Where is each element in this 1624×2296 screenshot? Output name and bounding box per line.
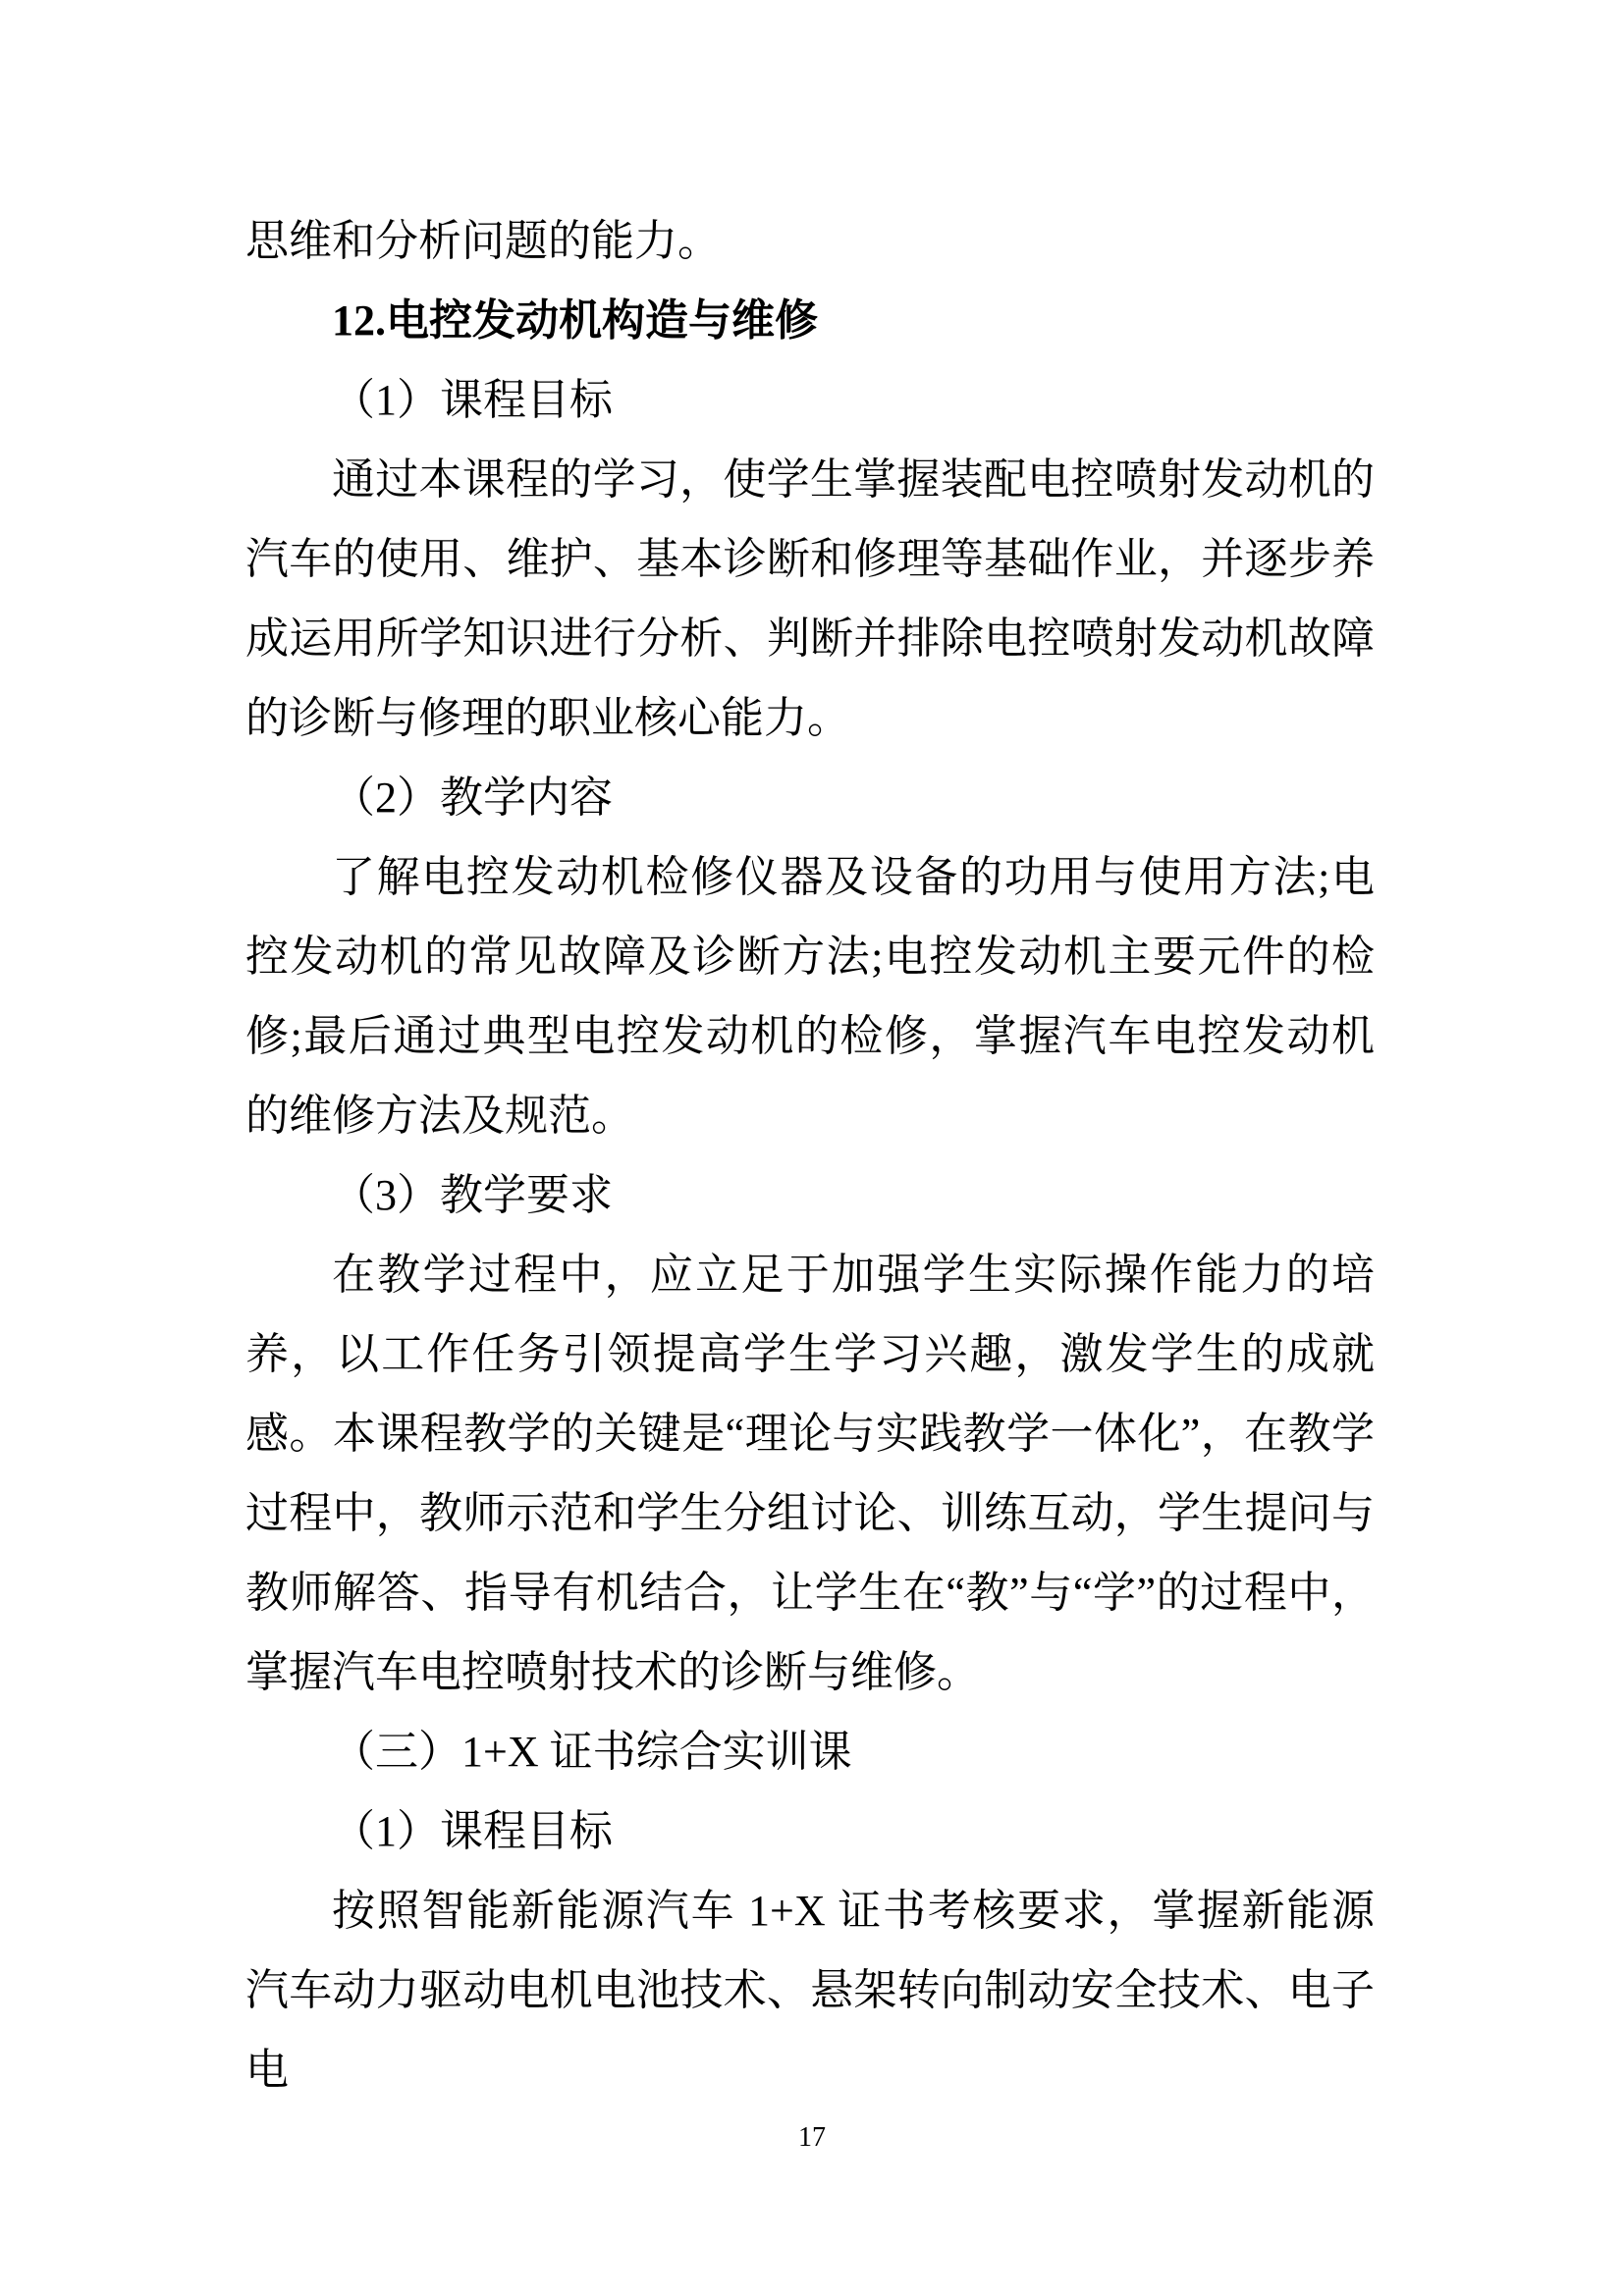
subheading-teaching-content: （2）教学内容 xyxy=(332,774,613,822)
section-heading-12-engine-course: 12.电控发动机构造与维修 xyxy=(332,296,818,345)
paragraph-teaching-content: 了解电控发动机检修仪器及设备的功用与使用方法;电控发动机的常见故障及诊断方法;电控发动机主要元件的检修;最后通过典型电控发动机的检修，掌握汽车电控发动机的维修方法及规范。 xyxy=(245,853,1375,1140)
paragraph-certificate-objective: 按照智能新能源汽车 1+X 证书考核要求，掌握新能源汽车动力驱动电机电池技术、悬架转向制动安全技术、电子电 xyxy=(245,1887,1375,2094)
subheading-1x-certificate-course: （三）1+X 证书综合实训课 xyxy=(332,1728,852,1776)
subheading-teaching-requirements: （3）教学要求 xyxy=(332,1171,613,1219)
paragraph-teaching-requirements: 在教学过程中，应立足于加强学生实际操作能力的培养，以工作任务引领提高学生学习兴趣，激发学生的成就感。本课程教学的关键是“理论与实践教学一体化”，在教学过程中，教师示范和学生分组讨论、训练互动，学生提问与教师解答、指导有机结合，让学生在“教”与“学”的过程中，掌握汽车电控喷射技术的诊断与维修。 xyxy=(245,1251,1375,1696)
paragraph-course-objective: 通过本课程的学习，使学生掌握装配电控喷射发动机的汽车的使用、维护、基本诊断和修理等基础作业，并逐步养成运用所学知识进行分析、判断并排除电控喷射发动机故障的诊断与修理的职业核心能力。 xyxy=(245,455,1375,742)
subheading-course-objective-2: （1）课程目标 xyxy=(332,1807,613,1855)
page-number: 17 xyxy=(798,2122,826,2153)
subheading-course-objective-1: （1）课程目标 xyxy=(332,376,613,424)
document-page-content xyxy=(245,201,1375,2109)
paragraph-continuation: 思维和分析问题的能力。 xyxy=(245,217,721,265)
